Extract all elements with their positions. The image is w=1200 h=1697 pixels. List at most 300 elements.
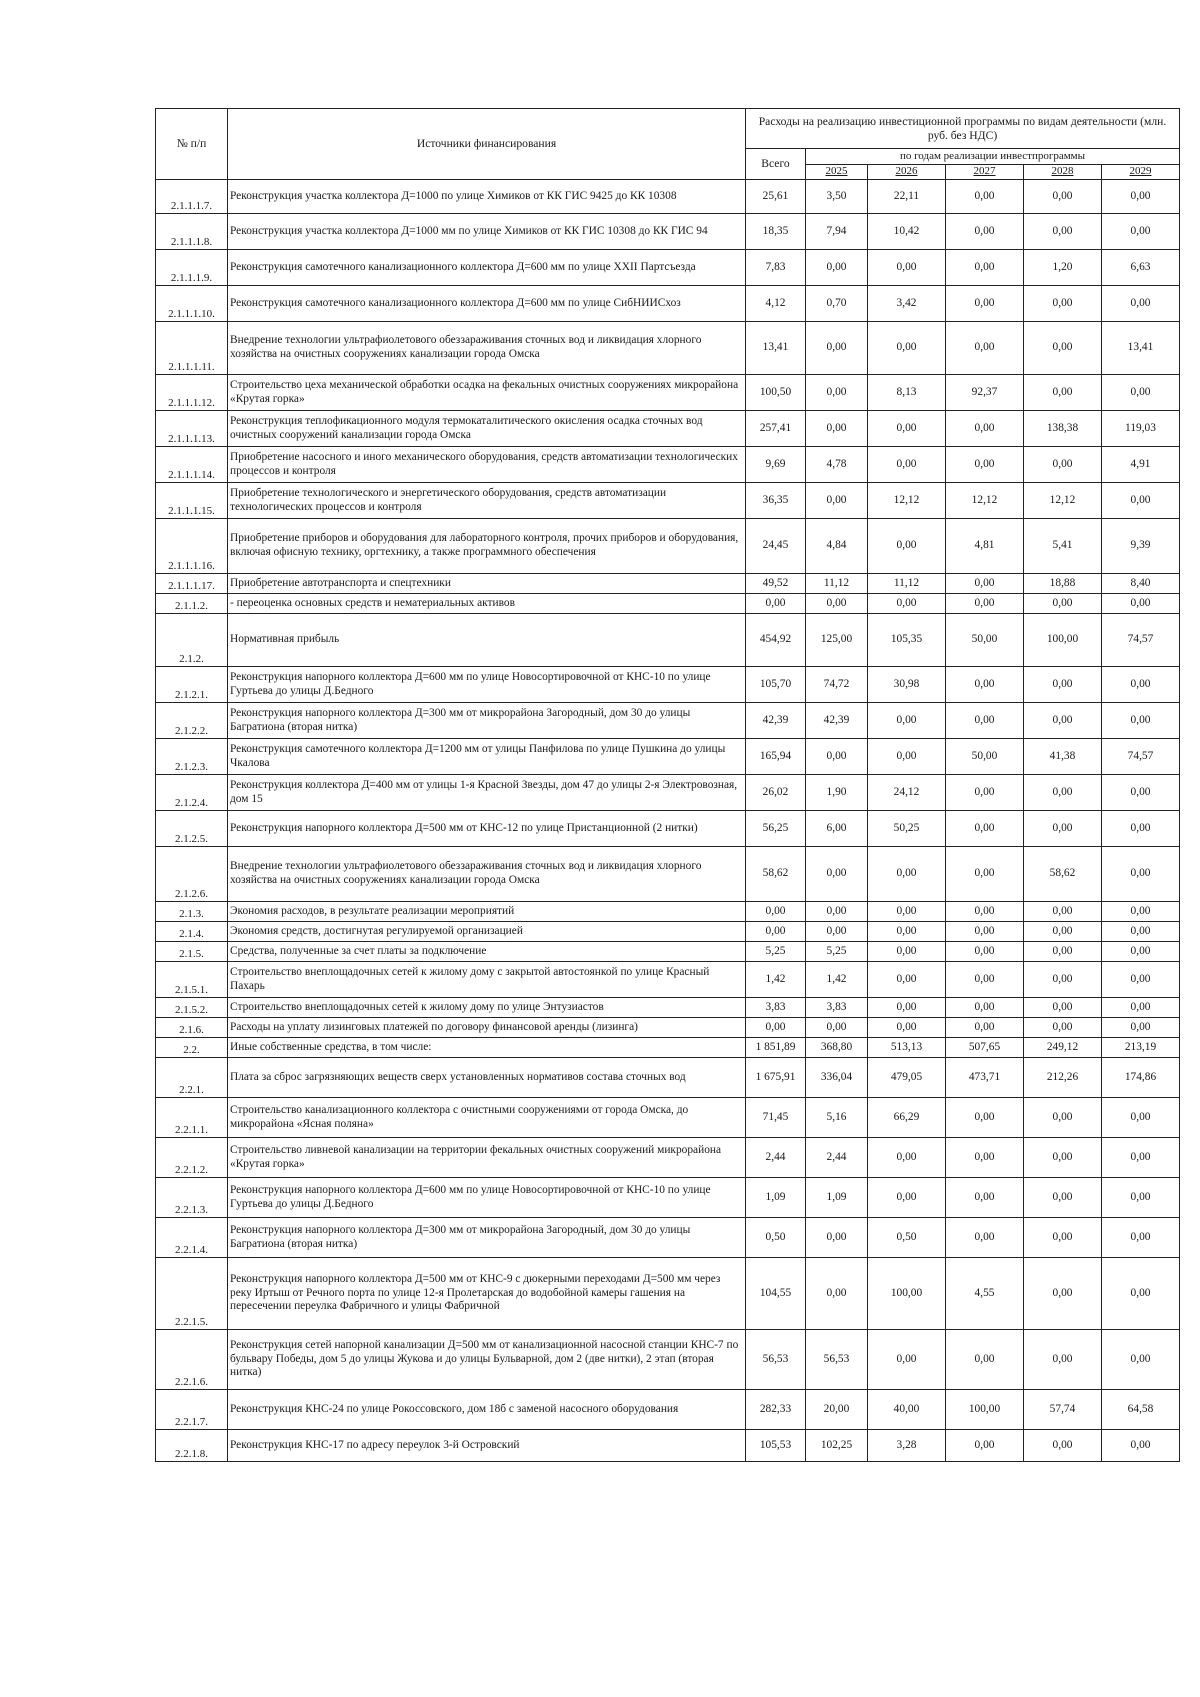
row-year-value: 18,88 bbox=[1024, 574, 1102, 594]
row-total-value: 257,41 bbox=[746, 411, 806, 447]
row-source-name: Реконструкция самотечного коллектора Д=1200 мм от улицы Панфилова по улице Пушкина до улицы Чкалова bbox=[228, 739, 746, 775]
row-year-value: 0,00 bbox=[946, 922, 1024, 942]
col-header-by-years: по годам реализации инвестпрограммы bbox=[806, 149, 1180, 165]
row-year-value: 22,11 bbox=[868, 180, 946, 214]
row-number: 2.1.1.1.15. bbox=[156, 483, 228, 519]
row-total-value: 104,55 bbox=[746, 1258, 806, 1330]
row-total-value: 3,83 bbox=[746, 998, 806, 1018]
row-number: 2.1.1.1.14. bbox=[156, 447, 228, 483]
table-row bbox=[156, 519, 1180, 574]
row-year-value: 41,38 bbox=[1024, 739, 1102, 775]
row-year-value: 0,00 bbox=[1102, 286, 1180, 322]
row-year-value: 6,00 bbox=[806, 811, 868, 847]
row-year-value: 0,00 bbox=[946, 180, 1024, 214]
row-year-value: 4,81 bbox=[946, 519, 1024, 574]
row-number: 2.2.1. bbox=[156, 1058, 228, 1098]
row-year-value: 0,00 bbox=[946, 250, 1024, 286]
row-year-value: 507,65 bbox=[946, 1038, 1024, 1058]
row-year-value: 5,16 bbox=[806, 1098, 868, 1138]
row-year-value: 50,00 bbox=[946, 614, 1024, 667]
row-year-value: 0,00 bbox=[1024, 286, 1102, 322]
row-year-value: 0,00 bbox=[868, 322, 946, 375]
row-year-value: 0,00 bbox=[868, 1018, 946, 1038]
row-year-value: 0,00 bbox=[806, 739, 868, 775]
row-year-value: 56,53 bbox=[806, 1330, 868, 1390]
row-total-value: 9,69 bbox=[746, 447, 806, 483]
row-year-value: 138,38 bbox=[1024, 411, 1102, 447]
row-number: 2.1.3. bbox=[156, 902, 228, 922]
row-year-value: 0,00 bbox=[806, 250, 868, 286]
table-row bbox=[156, 1138, 1180, 1178]
row-year-value: 50,00 bbox=[946, 739, 1024, 775]
row-year-value: 100,00 bbox=[868, 1258, 946, 1330]
row-year-value: 0,00 bbox=[1024, 1258, 1102, 1330]
row-year-value: 57,74 bbox=[1024, 1390, 1102, 1430]
row-total-value: 1 675,91 bbox=[746, 1058, 806, 1098]
table-row bbox=[156, 703, 1180, 739]
row-year-value: 0,00 bbox=[1024, 1330, 1102, 1390]
row-year-value: 119,03 bbox=[1102, 411, 1180, 447]
row-total-value: 1 851,89 bbox=[746, 1038, 806, 1058]
row-year-value: 0,00 bbox=[1102, 902, 1180, 922]
row-year-value: 0,00 bbox=[1102, 962, 1180, 998]
col-header-year: 2029 bbox=[1102, 165, 1180, 180]
table-row bbox=[156, 902, 1180, 922]
row-number: 2.1.2.5. bbox=[156, 811, 228, 847]
row-total-value: 454,92 bbox=[746, 614, 806, 667]
row-year-value: 0,00 bbox=[1024, 1218, 1102, 1258]
row-total-value: 25,61 bbox=[746, 180, 806, 214]
row-year-value: 0,00 bbox=[946, 703, 1024, 739]
row-year-value: 0,00 bbox=[946, 1430, 1024, 1462]
row-year-value: 0,00 bbox=[1102, 483, 1180, 519]
row-source-name: Экономия расходов, в результате реализации мероприятий bbox=[228, 902, 746, 922]
row-year-value: 0,00 bbox=[868, 447, 946, 483]
row-year-value: 0,00 bbox=[1102, 1430, 1180, 1462]
row-source-name: - переоценка основных средств и нематериальных активов bbox=[228, 594, 746, 614]
row-year-value: 0,00 bbox=[868, 703, 946, 739]
table-row bbox=[156, 998, 1180, 1018]
row-number: 2.1.5.1. bbox=[156, 962, 228, 998]
row-number: 2.1.1.1.17. bbox=[156, 574, 228, 594]
row-year-value: 0,00 bbox=[946, 1330, 1024, 1390]
table-row bbox=[156, 594, 1180, 614]
row-total-value: 0,00 bbox=[746, 1018, 806, 1038]
row-year-value: 212,26 bbox=[1024, 1058, 1102, 1098]
row-year-value: 0,00 bbox=[1102, 847, 1180, 902]
table-row bbox=[156, 286, 1180, 322]
row-total-value: 1,09 bbox=[746, 1178, 806, 1218]
row-total-value: 100,50 bbox=[746, 375, 806, 411]
row-year-value: 0,00 bbox=[1102, 1330, 1180, 1390]
table-row bbox=[156, 375, 1180, 411]
row-year-value: 0,00 bbox=[868, 594, 946, 614]
row-year-value: 0,00 bbox=[806, 411, 868, 447]
row-year-value: 0,70 bbox=[806, 286, 868, 322]
row-year-value: 0,00 bbox=[868, 1138, 946, 1178]
row-year-value: 0,00 bbox=[806, 1258, 868, 1330]
row-source-name: Реконструкция напорного коллектора Д=600 мм по улице Новосортировочной от КНС-10 по улице Гуртьева до улицы Д.Бедного bbox=[228, 1178, 746, 1218]
row-number: 2.1.6. bbox=[156, 1018, 228, 1038]
row-source-name: Приобретение автотранспорта и спецтехники bbox=[228, 574, 746, 594]
row-source-name: Строительство ливневой канализации на территории фекальных очистных сооружений микрорайона «Крутая горка» bbox=[228, 1138, 746, 1178]
row-year-value: 0,00 bbox=[946, 902, 1024, 922]
row-source-name: Иные собственные средства, в том числе: bbox=[228, 1038, 746, 1058]
row-year-value: 0,00 bbox=[1024, 180, 1102, 214]
row-total-value: 0,00 bbox=[746, 902, 806, 922]
row-year-value: 0,00 bbox=[1102, 703, 1180, 739]
table-row bbox=[156, 411, 1180, 447]
table-row bbox=[156, 483, 1180, 519]
row-year-value: 11,12 bbox=[806, 574, 868, 594]
row-year-value: 0,00 bbox=[1102, 1178, 1180, 1218]
row-year-value: 92,37 bbox=[946, 375, 1024, 411]
row-total-value: 0,00 bbox=[746, 594, 806, 614]
row-year-value: 100,00 bbox=[946, 1390, 1024, 1430]
row-year-value: 0,00 bbox=[946, 1098, 1024, 1138]
row-year-value: 74,57 bbox=[1102, 614, 1180, 667]
row-year-value: 3,28 bbox=[868, 1430, 946, 1462]
row-total-value: 105,70 bbox=[746, 667, 806, 703]
table-row bbox=[156, 775, 1180, 811]
row-total-value: 0,50 bbox=[746, 1218, 806, 1258]
table-row bbox=[156, 250, 1180, 286]
row-number: 2.1.1.1.11. bbox=[156, 322, 228, 375]
row-year-value: 24,12 bbox=[868, 775, 946, 811]
table-row bbox=[156, 1038, 1180, 1058]
row-total-value: 1,42 bbox=[746, 962, 806, 998]
table-row bbox=[156, 811, 1180, 847]
table-row bbox=[156, 1098, 1180, 1138]
row-year-value: 0,00 bbox=[946, 411, 1024, 447]
row-number: 2.1.1.2. bbox=[156, 594, 228, 614]
row-number: 2.2.1.3. bbox=[156, 1178, 228, 1218]
table-row bbox=[156, 447, 1180, 483]
row-number: 2.1.1.1.16. bbox=[156, 519, 228, 574]
row-total-value: 5,25 bbox=[746, 942, 806, 962]
row-year-value: 30,98 bbox=[868, 667, 946, 703]
col-header-number: № п/п bbox=[156, 109, 228, 180]
row-year-value: 125,00 bbox=[806, 614, 868, 667]
row-year-value: 0,00 bbox=[946, 1018, 1024, 1038]
row-year-value: 0,00 bbox=[868, 942, 946, 962]
row-year-value: 513,13 bbox=[868, 1038, 946, 1058]
table-row bbox=[156, 1430, 1180, 1462]
row-year-value: 0,00 bbox=[1102, 922, 1180, 942]
row-year-value: 174,86 bbox=[1102, 1058, 1180, 1098]
row-year-value: 64,58 bbox=[1102, 1390, 1180, 1430]
row-year-value: 0,00 bbox=[946, 998, 1024, 1018]
row-source-name: Реконструкция участка коллектора Д=1000 мм по улице Химиков от КК ГИС 10308 до КК ГИС 94 bbox=[228, 214, 746, 250]
row-number: 2.1.1.1.7. bbox=[156, 180, 228, 214]
row-number: 2.2.1.2. bbox=[156, 1138, 228, 1178]
row-source-name: Реконструкция самотечного канализационного коллектора Д=600 мм по улице СибНИИСхоз bbox=[228, 286, 746, 322]
row-year-value: 74,72 bbox=[806, 667, 868, 703]
row-year-value: 4,55 bbox=[946, 1258, 1024, 1330]
row-number: 2.1.1.1.10. bbox=[156, 286, 228, 322]
row-year-value: 74,57 bbox=[1102, 739, 1180, 775]
row-total-value: 36,35 bbox=[746, 483, 806, 519]
row-year-value: 0,00 bbox=[1024, 447, 1102, 483]
row-year-value: 0,00 bbox=[1024, 942, 1102, 962]
row-year-value: 1,09 bbox=[806, 1178, 868, 1218]
row-year-value: 368,80 bbox=[806, 1038, 868, 1058]
row-year-value: 0,00 bbox=[806, 483, 868, 519]
row-year-value: 9,39 bbox=[1102, 519, 1180, 574]
row-year-value: 0,00 bbox=[1024, 667, 1102, 703]
row-year-value: 5,25 bbox=[806, 942, 868, 962]
row-number: 2.1.4. bbox=[156, 922, 228, 942]
row-total-value: 13,41 bbox=[746, 322, 806, 375]
row-year-value: 0,00 bbox=[1024, 322, 1102, 375]
table-body bbox=[156, 180, 1180, 1462]
row-year-value: 0,00 bbox=[946, 447, 1024, 483]
row-year-value: 100,00 bbox=[1024, 614, 1102, 667]
table-row bbox=[156, 942, 1180, 962]
row-year-value: 0,00 bbox=[1102, 1138, 1180, 1178]
row-total-value: 165,94 bbox=[746, 739, 806, 775]
table-row bbox=[156, 1018, 1180, 1038]
row-year-value: 8,40 bbox=[1102, 574, 1180, 594]
row-year-value: 0,00 bbox=[946, 1178, 1024, 1218]
row-source-name: Приобретение насосного и иного механического оборудования, средств автоматизации технологических процессов и контроля bbox=[228, 447, 746, 483]
row-year-value: 0,00 bbox=[1024, 375, 1102, 411]
row-source-name: Реконструкция КНС-17 по адресу переулок 3-й Островский bbox=[228, 1430, 746, 1462]
row-year-value: 0,00 bbox=[1102, 214, 1180, 250]
row-year-value: 7,94 bbox=[806, 214, 868, 250]
row-source-name: Реконструкция КНС-24 по улице Рокоссовского, дом 18б с заменой насосного оборудования bbox=[228, 1390, 746, 1430]
row-year-value: 0,00 bbox=[1102, 775, 1180, 811]
row-source-name: Внедрение технологии ультрафиолетового обеззараживания сточных вод и ликвидация хлорного хозяйства на очистных сооружениях канализации города Омска bbox=[228, 847, 746, 902]
row-source-name: Реконструкция напорного коллектора Д=500 мм от КНС-9 с дюкерными переходами Д=500 мм через реку Иртыш от Речного порта по улице 12-я Пролетарская до водобойной камеры гашения на пересечении переулка Фабричного и улицы Фабричной bbox=[228, 1258, 746, 1330]
row-number: 2.1.1.1.8. bbox=[156, 214, 228, 250]
row-year-value: 50,25 bbox=[868, 811, 946, 847]
row-year-value: 0,00 bbox=[868, 519, 946, 574]
row-year-value: 11,12 bbox=[868, 574, 946, 594]
table-row bbox=[156, 614, 1180, 667]
row-year-value: 66,29 bbox=[868, 1098, 946, 1138]
col-header-expenses: Расходы на реализацию инвестиционной программы по видам деятельности (млн. руб. без НДС) bbox=[746, 109, 1180, 149]
row-year-value: 0,00 bbox=[806, 847, 868, 902]
row-year-value: 12,12 bbox=[1024, 483, 1102, 519]
row-year-value: 0,00 bbox=[1024, 1098, 1102, 1138]
table-row bbox=[156, 962, 1180, 998]
row-year-value: 8,13 bbox=[868, 375, 946, 411]
row-year-value: 0,00 bbox=[1102, 594, 1180, 614]
row-year-value: 13,41 bbox=[1102, 322, 1180, 375]
row-number: 2.1.2.6. bbox=[156, 847, 228, 902]
col-header-year: 2025 bbox=[806, 165, 868, 180]
table-row bbox=[156, 574, 1180, 594]
row-total-value: 282,33 bbox=[746, 1390, 806, 1430]
row-total-value: 49,52 bbox=[746, 574, 806, 594]
table-row bbox=[156, 1178, 1180, 1218]
row-source-name: Реконструкция напорного коллектора Д=300 мм от микрорайона Загородный, дом 30 до улицы Багратиона (вторая нитка) bbox=[228, 703, 746, 739]
row-number: 2.1.5.2. bbox=[156, 998, 228, 1018]
row-source-name: Приобретение технологического и энергетического оборудования, средств автоматизации технологических процессов и контроля bbox=[228, 483, 746, 519]
row-year-value: 4,91 bbox=[1102, 447, 1180, 483]
row-year-value: 0,00 bbox=[868, 1178, 946, 1218]
row-year-value: 0,00 bbox=[946, 811, 1024, 847]
row-year-value: 0,00 bbox=[806, 1218, 868, 1258]
row-number: 2.1.1.1.9. bbox=[156, 250, 228, 286]
row-year-value: 0,00 bbox=[1102, 942, 1180, 962]
table-row bbox=[156, 1390, 1180, 1430]
row-year-value: 0,00 bbox=[1024, 1430, 1102, 1462]
row-year-value: 6,63 bbox=[1102, 250, 1180, 286]
row-total-value: 0,00 bbox=[746, 922, 806, 942]
row-source-name: Расходы на уплату лизинговых платежей по договору финансовой аренды (лизинга) bbox=[228, 1018, 746, 1038]
table-row bbox=[156, 922, 1180, 942]
row-total-value: 71,45 bbox=[746, 1098, 806, 1138]
row-year-value: 2,44 bbox=[806, 1138, 868, 1178]
row-number: 2.2.1.8. bbox=[156, 1430, 228, 1462]
row-year-value: 0,00 bbox=[1102, 180, 1180, 214]
row-year-value: 0,00 bbox=[1024, 703, 1102, 739]
row-number: 2.1.5. bbox=[156, 942, 228, 962]
row-year-value: 0,00 bbox=[946, 1218, 1024, 1258]
row-number: 2.1.2. bbox=[156, 614, 228, 667]
row-year-value: 0,00 bbox=[1102, 1018, 1180, 1038]
row-year-value: 0,00 bbox=[1102, 1258, 1180, 1330]
row-year-value: 5,41 bbox=[1024, 519, 1102, 574]
row-year-value: 473,71 bbox=[946, 1058, 1024, 1098]
row-year-value: 0,00 bbox=[868, 998, 946, 1018]
row-year-value: 249,12 bbox=[1024, 1038, 1102, 1058]
row-year-value: 0,00 bbox=[1024, 922, 1102, 942]
row-year-value: 0,00 bbox=[946, 775, 1024, 811]
table-row bbox=[156, 847, 1180, 902]
investment-table bbox=[155, 108, 1180, 1462]
row-year-value: 10,42 bbox=[868, 214, 946, 250]
row-total-value: 24,45 bbox=[746, 519, 806, 574]
row-year-value: 4,84 bbox=[806, 519, 868, 574]
row-source-name: Реконструкция сетей напорной канализации Д=500 мм от канализационной насосной станции КНС-7 по бульвару Победы, дом 5 до улицы Жукова и до улицы Бульварной, дом 2 (две нитки), 2 этап (вторая нитка) bbox=[228, 1330, 746, 1390]
row-year-value: 0,00 bbox=[946, 214, 1024, 250]
row-year-value: 40,00 bbox=[868, 1390, 946, 1430]
row-year-value: 0,00 bbox=[868, 250, 946, 286]
row-year-value: 0,00 bbox=[1102, 998, 1180, 1018]
row-year-value: 0,00 bbox=[1102, 811, 1180, 847]
row-year-value: 3,50 bbox=[806, 180, 868, 214]
row-total-value: 2,44 bbox=[746, 1138, 806, 1178]
row-year-value: 336,04 bbox=[806, 1058, 868, 1098]
row-year-value: 0,00 bbox=[868, 739, 946, 775]
row-year-value: 0,00 bbox=[868, 962, 946, 998]
row-source-name: Средства, полученные за счет платы за подключение bbox=[228, 942, 746, 962]
row-number: 2.2.1.5. bbox=[156, 1258, 228, 1330]
row-year-value: 0,00 bbox=[946, 847, 1024, 902]
row-year-value: 0,00 bbox=[1024, 775, 1102, 811]
col-header-year: 2026 bbox=[868, 165, 946, 180]
row-year-value: 0,00 bbox=[806, 922, 868, 942]
row-total-value: 4,12 bbox=[746, 286, 806, 322]
row-number: 2.1.1.1.12. bbox=[156, 375, 228, 411]
row-source-name: Реконструкция теплофикационного модуля термокаталитического окисления осадка сточных вод очистных сооружений канализации города Омска bbox=[228, 411, 746, 447]
row-source-name: Реконструкция напорного коллектора Д=600 мм по улице Новосортировочной от КНС-10 по улице Гуртьева до улицы Д.Бедного bbox=[228, 667, 746, 703]
table-row bbox=[156, 1330, 1180, 1390]
row-year-value: 0,00 bbox=[1024, 998, 1102, 1018]
table-row bbox=[156, 1058, 1180, 1098]
row-number: 2.1.2.2. bbox=[156, 703, 228, 739]
row-year-value: 0,00 bbox=[1024, 1018, 1102, 1038]
row-year-value: 0,00 bbox=[1024, 1178, 1102, 1218]
row-year-value: 0,00 bbox=[946, 322, 1024, 375]
row-source-name: Экономия средств, достигнутая регулируемой организацией bbox=[228, 922, 746, 942]
row-total-value: 26,02 bbox=[746, 775, 806, 811]
document-page bbox=[155, 108, 1179, 1462]
row-year-value: 213,19 bbox=[1102, 1038, 1180, 1058]
row-year-value: 0,00 bbox=[868, 847, 946, 902]
row-year-value: 0,00 bbox=[806, 902, 868, 922]
row-year-value: 0,00 bbox=[1102, 375, 1180, 411]
row-source-name: Реконструкция самотечного канализационного коллектора Д=600 мм по улице XXII Партсъезда bbox=[228, 250, 746, 286]
row-year-value: 0,00 bbox=[1102, 1218, 1180, 1258]
table-row bbox=[156, 739, 1180, 775]
row-number: 2.1.1.1.13. bbox=[156, 411, 228, 447]
table-row bbox=[156, 1218, 1180, 1258]
row-source-name: Нормативная прибыль bbox=[228, 614, 746, 667]
row-year-value: 0,00 bbox=[946, 1138, 1024, 1178]
row-source-name: Реконструкция коллектора Д=400 мм от улицы 1-я Красной Звезды, дом 47 до улицы 2-я Электровозная, дом 15 bbox=[228, 775, 746, 811]
row-year-value: 0,00 bbox=[1024, 1138, 1102, 1178]
row-source-name: Внедрение технологии ультрафиолетового обеззараживания сточных вод и ликвидация хлорного хозяйства на очистных сооружениях канализации города Омска bbox=[228, 322, 746, 375]
row-source-name: Реконструкция напорного коллектора Д=500 мм от КНС-12 по улице Пристанционной (2 нитки) bbox=[228, 811, 746, 847]
row-total-value: 58,62 bbox=[746, 847, 806, 902]
table-row bbox=[156, 1258, 1180, 1330]
row-source-name: Реконструкция участка коллектора Д=1000 по улице Химиков от КК ГИС 9425 до КК 10308 bbox=[228, 180, 746, 214]
row-source-name: Строительство внеплощадочных сетей к жилому дому по улице Энтузиастов bbox=[228, 998, 746, 1018]
row-total-value: 56,53 bbox=[746, 1330, 806, 1390]
row-year-value: 0,00 bbox=[1024, 902, 1102, 922]
row-year-value: 3,42 bbox=[868, 286, 946, 322]
row-total-value: 18,35 bbox=[746, 214, 806, 250]
row-year-value: 0,50 bbox=[868, 1218, 946, 1258]
col-header-total: Всего bbox=[746, 149, 806, 180]
row-year-value: 1,90 bbox=[806, 775, 868, 811]
row-year-value: 0,00 bbox=[946, 667, 1024, 703]
row-year-value: 20,00 bbox=[806, 1390, 868, 1430]
row-source-name: Приобретение приборов и оборудования для лабораторного контроля, прочих приборов и оборудования, включая офисную технику, оргтехнику, а также программного обеспечения bbox=[228, 519, 746, 574]
row-number: 2.1.2.3. bbox=[156, 739, 228, 775]
col-header-source: Источники финансирования bbox=[228, 109, 746, 180]
row-year-value: 0,00 bbox=[1102, 667, 1180, 703]
row-total-value: 7,83 bbox=[746, 250, 806, 286]
row-year-value: 0,00 bbox=[1024, 214, 1102, 250]
row-year-value: 0,00 bbox=[946, 962, 1024, 998]
row-number: 2.2. bbox=[156, 1038, 228, 1058]
row-year-value: 479,05 bbox=[868, 1058, 946, 1098]
row-year-value: 12,12 bbox=[946, 483, 1024, 519]
row-number: 2.2.1.6. bbox=[156, 1330, 228, 1390]
row-source-name: Строительство цеха механической обработки осадка на фекальных очистных сооружениях микрорайона «Крутая горка» bbox=[228, 375, 746, 411]
row-year-value: 1,42 bbox=[806, 962, 868, 998]
row-number: 2.2.1.4. bbox=[156, 1218, 228, 1258]
row-year-value: 4,78 bbox=[806, 447, 868, 483]
col-header-year: 2027 bbox=[946, 165, 1024, 180]
row-number: 2.1.2.4. bbox=[156, 775, 228, 811]
table-row bbox=[156, 180, 1180, 214]
row-year-value: 3,83 bbox=[806, 998, 868, 1018]
row-year-value: 105,35 bbox=[868, 614, 946, 667]
col-header-year: 2028 bbox=[1024, 165, 1102, 180]
table-row bbox=[156, 667, 1180, 703]
row-number: 2.2.1.7. bbox=[156, 1390, 228, 1430]
row-year-value: 42,39 bbox=[806, 703, 868, 739]
row-year-value: 0,00 bbox=[946, 574, 1024, 594]
row-year-value: 0,00 bbox=[806, 322, 868, 375]
row-year-value: 0,00 bbox=[1024, 962, 1102, 998]
